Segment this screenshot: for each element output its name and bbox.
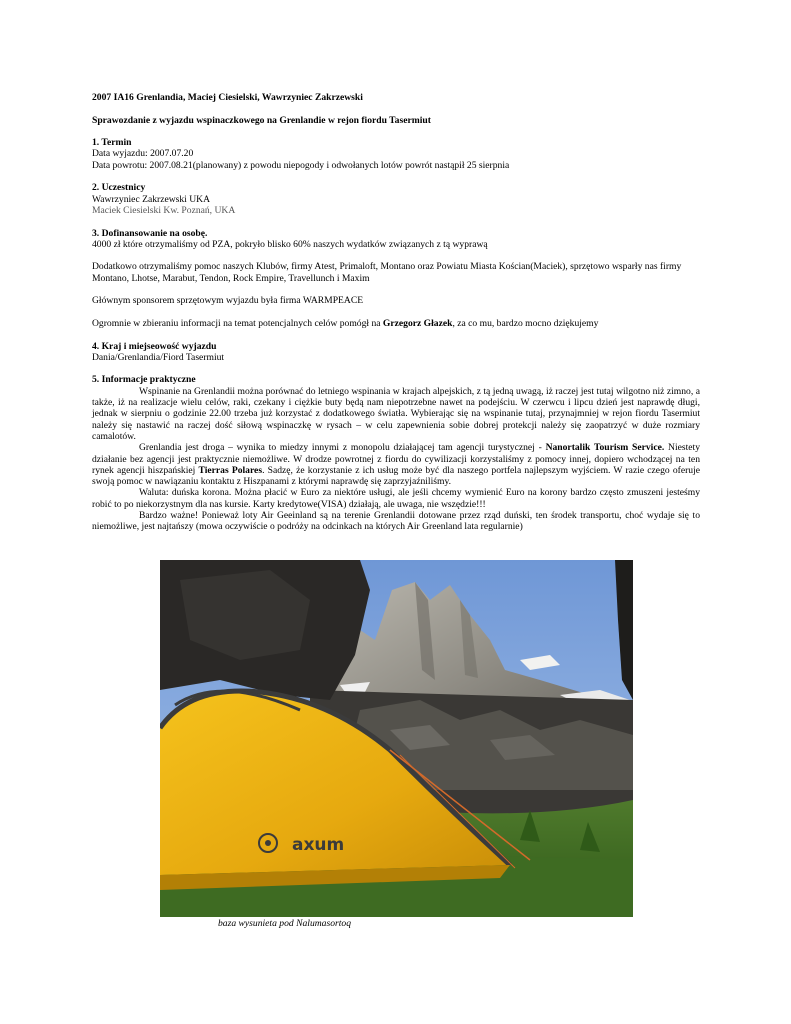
document-subtitle: Sprawozdanie z wyjazdu wspinaczkowego na Grenlandie w rejon fiordu Tasermiut (92, 114, 431, 126)
section-1-heading: 1. Termin (92, 137, 132, 149)
participant-1: Wawrzyniec Zakrzewski UKA (92, 193, 211, 205)
main-sponsor-paragraph: Głównym sponsorem sprzętowym wyjazdu była firma WARMPEACE (92, 295, 364, 307)
photo-caption: baza wysunieta pod Nalumasortoq (218, 918, 351, 929)
thanks-text-c: , za co mu, bardzo mocno dziękujemy (452, 317, 599, 329)
departure-date: Data wyjazdu: 2007.07.20 (92, 148, 194, 160)
agency-text-e: . Sadzę, że korzystanie z ich usług może być dla naszego portfela najlepszym wyjściem. W razie czego oferuje swoją pomoc w nawiązaniu kontaktu z Hiszpanami z którymi naprawdę się zaprzyjaźniliśmy. (92, 464, 700, 488)
agency-name-1: Nanortalik Tourism Service. (545, 442, 665, 454)
section-3-heading: 3. Dofinansowanie na osobę. (92, 227, 208, 239)
sponsors-paragraph: Dodatkowo otrzymaliśmy pomoc naszych Klubów, firmy Atest, Primaloft, Montano oraz Powiatu Miasta Kościan(Maciek), sprzętowo wsparły nas firmy Montano, Lhotse, Marabut, Tendon, Rock Empire, Travellunch i Maxim (92, 261, 682, 284)
return-date: Data powrotu: 2007.08.21(planowany) z powodu niepogody i odwołanych lotów powrót nastąpił 25 sierpnia (92, 159, 510, 171)
thanks-text-a: Ogromnie w zbieraniu informacji na temat potencjalnych celów pomógł na (92, 317, 383, 329)
flights-paragraph: Bardzo ważne! Ponieważ loty Air Geeinland są na terenie Grenlandii dotowane przez rząd duński, ten środek transportu, choć wydaje się to niemożliwe, jest najtańszy (mowa oczywiście o podróży na odcinkach na których Air Greenland lata regularnie) (92, 509, 700, 533)
agency-text-c: Niestety działanie bez agencji jest praktycznie niemożliwe. W drodze powrotnej z fiordu do cywilizacji korzystaliśmy z pomocy innej, dopiero wchodzącej na ten rynek agencji hiszpańskiej (92, 442, 700, 476)
thanks-person: Grzegorz Głazek (382, 317, 453, 329)
document-body (92, 92, 700, 533)
tent-brand-logo: axum (292, 835, 345, 855)
climbing-paragraph: Wspinanie na Grenlandii można porównać do letniego wspinania w krajach alpejskich, z tą jedną uwagą, iż raczej jest tutaj wilgotno niż zimno, a także, iż na realizacje wielu celów, raki, czekany i ciężkie buty będą nam niepotrzebne nawet na podejściu. W czerwcu i lipcu dzień jest naprawdę długi, jednak w sierpniu o godzinie 22.00 trzeba już korzystać z dodatkowego światła. Wybierając się na wspinanie tutaj, przynajmniej w rejon fiordu Tasermiut należy się nastawić na raczej dość siłową wspinaczkę w rysach – w celu zapewnienia sobie dobrej protekcji należy się zaopatrzyć w duże rozmiary camalotów. (92, 385, 700, 442)
agency-text-a: Grenlandia jest droga – wynika to miedzy innymi z monopolu działającej tam agencji turystycznej - (139, 442, 546, 454)
participant-2: Maciek Ciesielski Kw. Poznań, UKA (92, 204, 236, 216)
destination-line: Dania/Grenlandia/Fiord Tasermiut (92, 351, 225, 363)
funding-line: 4000 zł które otrzymaliśmy od PZA, pokryło blisko 60% naszych wydatków związanych z tą wyprawą (92, 238, 488, 250)
section-2-heading: 2. Uczestnicy (92, 182, 146, 194)
section-5-heading: 5. Informacje praktyczne (92, 374, 196, 386)
agency-name-2: Tierras Polares (198, 464, 263, 476)
document-title: 2007 IA16 Grenlandia, Maciej Ciesielski, Wawrzyniec Zakrzewski (92, 92, 363, 103)
currency-paragraph: Waluta: duńska korona. Można płacić w Euro za niektóre usługi, ale jeśli chcemy wymienić Euro na korony bardzo często zmuszeni jesteśmy robić to po niekorzystnym dla nas kursie. Karty kredytowe(VISA) działają, ale uwaga, nie wszędzie!!! (92, 487, 700, 510)
agency-paragraph (92, 442, 700, 487)
thanks-paragraph (92, 318, 700, 329)
tent-photo (160, 560, 633, 917)
section-4-heading: 4. Kraj i miejseowość wyjazdu (92, 340, 217, 352)
